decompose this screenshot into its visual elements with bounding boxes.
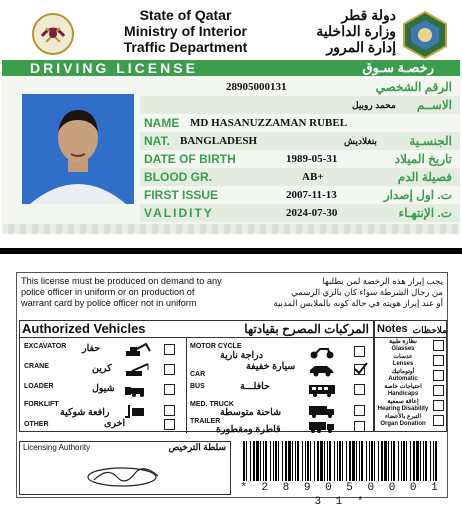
barcode-bar [307,441,309,481]
authorized-vehicles-title-ar: المركبات المصرح بقيادتها [244,322,369,336]
vehicle-checkbox[interactable] [164,364,175,375]
note-organ-donation [377,414,429,428]
truck-icon [308,404,336,418]
vehicle-forklift [24,399,184,419]
barcode-bar [310,441,311,481]
barcode-bar [314,441,315,481]
nationality-ar-value: بنغلاديش [344,136,377,146]
row-nationality [140,132,460,150]
front-header [2,2,460,62]
band-title-ar: رخصـة سـوق [362,60,434,75]
dob-value: 1989-05-31 [286,153,338,165]
issuer-title-ar [286,7,396,55]
notes-title: Notes [377,323,408,335]
note-label-ar: أوتوماتيك [391,369,415,375]
barcode-bar [393,441,395,481]
notice-en [21,276,261,309]
holder-photo [22,94,134,204]
notice-ar-line: يجب إبراز هذه الرخصة لمن يطلبها [322,276,443,286]
barcode-bar [369,441,370,481]
barcode-bar [378,441,379,481]
barcode-bar [250,441,251,481]
note-label: Lenses [392,361,414,367]
issuer-line-state: State of Qatar [139,7,232,23]
security-pattern [2,224,460,234]
name-label-ar: الاســم [416,98,452,112]
validity-label: VALIDITY [144,206,214,220]
name-value: MD HASANUZZAMAN RUBEL [190,117,348,129]
barcode-bar [297,441,299,481]
validity-label-ar: ت. الإنتهـاء [398,206,452,220]
trailer-icon [308,420,336,434]
barcode-bar [352,441,355,481]
row-validity [140,204,460,222]
barcode-bar [302,441,303,481]
barcode-bar [361,441,363,481]
barcode-bar [420,441,421,481]
barcode-bar [288,441,291,481]
vehicle-checkbox-checked[interactable] [354,364,365,375]
holder-portrait-icon [22,94,134,204]
licensing-authority-label-ar: سلطة الترخيص [168,442,226,452]
nationality-value: BANGLADESH [180,135,258,147]
vehicle-crane [24,361,184,381]
row-blood [140,168,460,186]
barcode-bar [398,441,399,481]
loader-icon [124,383,152,397]
notice-en-line: warrant card by police officer not in uniform [21,298,197,308]
barcode-bar [435,441,437,481]
barcode-bar [406,441,407,481]
barcode-bar [295,441,296,481]
barcode [239,441,443,481]
first-issue-label-ar: ت. اول إصدار [383,188,452,202]
barcode-bar [305,441,306,481]
blood-label-ar: فصيلة الدم [397,170,452,184]
vehicle-label-ar: شاحنة متوسطة [220,407,282,418]
vehicle-checkbox[interactable] [164,384,175,395]
note-label: Automatic [388,376,418,382]
licensing-authority-box [19,441,231,495]
vehicle-checkbox[interactable] [164,344,175,355]
note-checkbox[interactable] [433,385,444,396]
note-label: Handicaps [387,391,419,397]
name-ar-value: محمد روبيل [352,100,396,110]
authorized-vehicles-box [19,320,374,435]
barcode-bar [285,441,287,481]
vehicle-med-truck [190,399,370,419]
barcode-bar [401,441,402,481]
note-label: Hearing Disability [377,406,429,412]
note-label-ar: إعاقة سمعية [387,399,419,405]
barcode-bar [342,441,343,481]
gcc-logo-icon [400,10,450,60]
barcode-bar [339,441,341,481]
validity-value: 2024-07-30 [286,207,338,219]
barcode-bar [410,441,411,481]
note-checkbox[interactable] [433,415,444,426]
barcode-bar [334,441,335,481]
barcode-bar [371,441,373,481]
vehicle-label-ar: دراجة نارية [220,350,263,361]
vehicle-label: MED. TRUCK [190,401,234,408]
barcode-bar [278,441,279,481]
notice-ar [263,276,443,309]
row-name [140,114,460,132]
barcode-bar [253,441,255,481]
barcode-bar [324,441,325,481]
vehicle-label: CAR [190,371,206,378]
note-lenses [377,354,429,368]
vehicle-checkbox[interactable] [164,419,175,430]
barcode-bar [275,441,277,481]
barcode-bar [292,441,293,481]
vehicle-checkbox[interactable] [164,405,175,416]
notice-en-line: This license must be produced on demand to any [21,276,222,286]
excavator-icon [124,343,152,357]
barcode-bar [263,441,264,481]
barcode-bar [349,441,351,481]
barcode-bar [416,441,419,481]
barcode-bar [423,441,424,481]
authorized-vehicles-title: Authorized Vehicles [22,321,146,336]
vehicle-label: CRANE [24,363,49,370]
vehicle-label: LOADER [24,383,54,390]
barcode-bar [329,441,331,481]
personal-no-label-ar: الرقم الشخصي [375,80,452,94]
barcode-bar [346,441,347,481]
note-checkbox[interactable] [433,355,444,366]
first-issue-value: 2007-11-13 [286,189,337,201]
vehicle-label: MOTOR CYCLE [190,343,242,350]
note-automatic [377,369,429,383]
barcode-bar [356,441,357,481]
barcode-bar [320,441,323,481]
vehicle-label-ar: قاطرة ومقطورة [216,424,281,435]
barcode-bar [282,441,283,481]
row-personal-no [140,78,460,96]
barcode-bar [256,441,259,481]
barcode-bar [366,441,367,481]
personal-no-value: 28905000131 [226,81,287,93]
vehicle-checkbox[interactable] [354,421,365,432]
licensing-authority-label: Licensing Authority [23,443,91,452]
barcode-bar [391,441,392,481]
barcode-bar [381,441,383,481]
vehicle-checkbox[interactable] [354,405,365,416]
name-label: NAME [144,116,180,130]
note-handicaps [377,384,429,398]
vehicle-label: FORKLIFT [24,401,59,408]
row-name-ar [140,96,460,114]
barcode-bar [374,441,375,481]
first-issue-label: FIRST ISSUE [144,188,219,202]
vehicle-label: BUS [190,383,205,390]
notice-ar-line: أو عند إبراز هويته في حالة كونه بالملابس المدنية [273,298,443,308]
car-icon [308,363,336,377]
barcode-bar [273,441,274,481]
vehicle-label-ar: سيارة خفيفة [246,361,296,372]
forklift-icon [124,404,152,418]
barcode-bar [425,441,427,481]
vehicle-label: OTHER [24,421,49,428]
barcode-bar [317,441,319,481]
issuer-title-en [98,7,273,55]
note-label-ar: عدسات [393,354,413,360]
row-dob [140,150,460,168]
issuer-line-ministry: Ministry of Interior [124,23,247,39]
note-checkbox[interactable] [433,400,444,411]
note-checkbox[interactable] [433,370,444,381]
notice-en-line: police officer in uniform or on production of [21,287,195,297]
vehicle-label-ar: شيول [92,383,115,394]
issuer-line-state-ar: دولة قطر [341,7,396,23]
vehicle-other [24,417,184,437]
note-checkbox[interactable] [433,340,444,351]
vehicle-car [190,361,370,381]
vehicle-label-ar: رافعة شوكية [60,407,110,418]
barcode-bar [433,441,434,481]
vehicle-bus [190,381,370,401]
issuer-line-department-ar: إدارة المرور [326,39,396,55]
license-front [2,2,460,234]
barcode-bar [327,441,328,481]
row-first-issue [140,186,460,204]
vehicle-label: EXCAVATOR [24,343,67,350]
note-label: Glasses [391,346,415,352]
nat-label-ar: الجنسـية [409,134,452,148]
signature-icon [80,460,170,490]
barcode-bar [260,441,261,481]
nat-label: NAT. [144,134,170,148]
barcode-bar [246,441,247,481]
issuer-line-department: Traffic Department [123,39,248,55]
barcode-bar [403,441,405,481]
barcode-bar [413,441,415,481]
barcode-bar [359,441,360,481]
crane-icon [124,363,152,377]
motorcycle-icon [308,345,336,359]
barcode-bar [388,441,389,481]
blood-value: AB+ [302,171,324,183]
issuer-line-ministry-ar: وزارة الداخلية [316,23,396,39]
note-hearing [377,399,429,413]
barcode-bar [270,441,271,481]
barcode-bar [430,441,431,481]
note-glasses [377,339,429,353]
vehicle-label-ar: كرين [92,363,112,374]
blood-label: BLOOD GR. [144,170,212,184]
vehicle-trailer [190,417,370,437]
vehicle-label-ar: حفار [82,343,101,354]
vehicle-excavator [24,341,184,361]
checkmark-icon [354,362,368,376]
bus-icon [308,383,336,397]
barcode-bar [337,441,338,481]
notice-ar-line: من رجال الشرطة سواء كان بالزي الرسمي [291,287,443,297]
vehicle-loader [24,381,184,401]
vehicle-label-ar: حافلـــة [240,381,270,392]
dob-label: DATE OF BIRTH [144,152,236,166]
vehicle-label: TRAILER [190,418,221,425]
barcode-bar [265,441,267,481]
vehicle-checkbox[interactable] [354,384,365,395]
note-label-ar: التبرع بالأعضاء [384,414,422,420]
license-back [16,272,448,508]
barcode-bar [243,441,245,481]
note-label: Organ Donation [380,421,426,427]
card-divider [0,248,462,254]
vehicle-label-ar: اخرى [104,418,126,429]
notes-title-ar: ملاحظات [412,325,447,335]
qatar-emblem-icon [28,12,78,58]
band-title-en: DRIVING LICENSE [30,60,198,76]
vehicle-checkbox[interactable] [354,346,365,357]
vehicle-motorcycle [190,341,370,361]
barcode-number: * 2 8 9 0 5 0 0 0 1 3 1 * [240,482,442,508]
dob-label-ar: تاريخ الميلاد [394,152,452,166]
notes-box [374,320,447,432]
note-label-ar: نظارة طبية [389,339,417,345]
barcode-bar [384,441,387,481]
note-label-ar: احتياجات خاصة [384,384,422,390]
